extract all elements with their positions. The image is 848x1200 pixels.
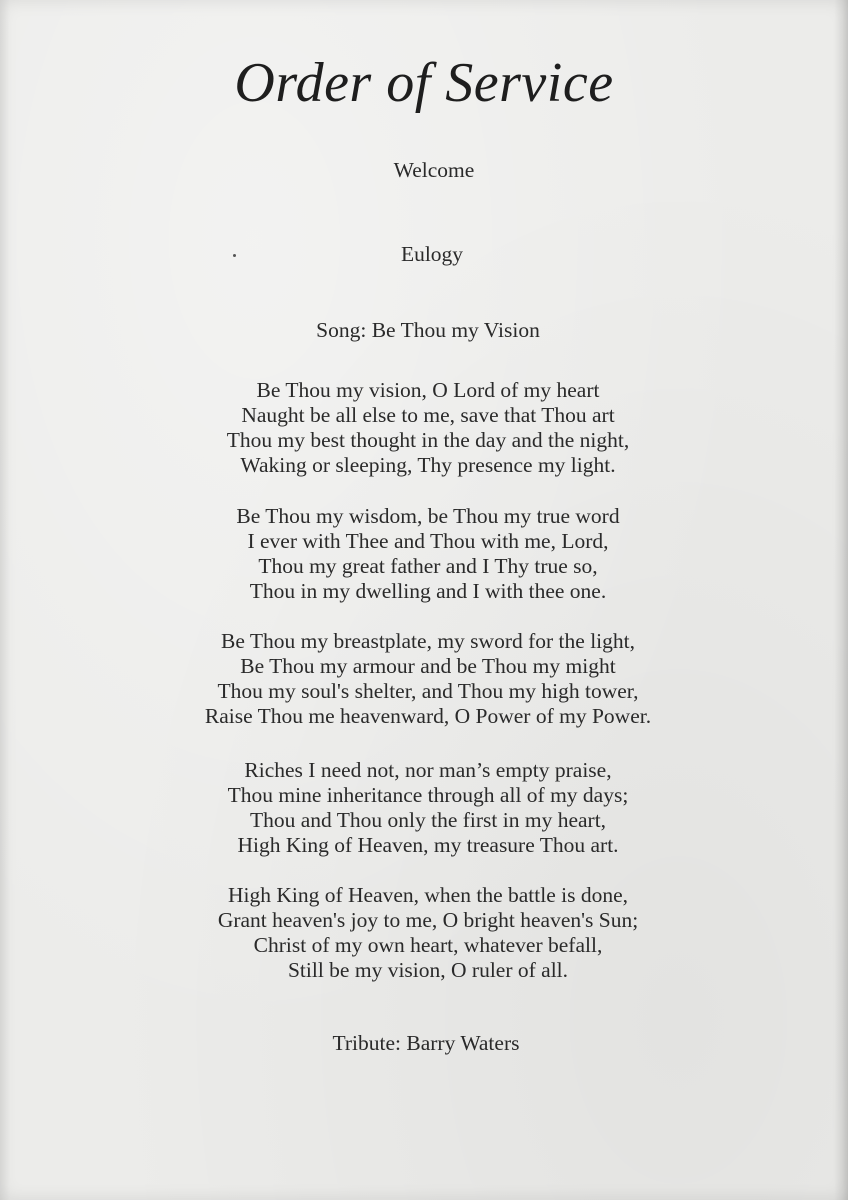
verse-line: High King of Heaven, when the battle is done, xyxy=(227,883,629,907)
verse-line: Thou my best thought in the day and the night, xyxy=(226,428,630,452)
verse-line: Thou in my dwelling and I with thee one. xyxy=(249,579,607,603)
hymn-verse-5 xyxy=(4,883,848,983)
verse-line: Thou mine inheritance through all of my days; xyxy=(227,783,629,807)
service-item-eulogy: Eulogy xyxy=(400,242,464,266)
hymn-verse-4 xyxy=(4,758,848,858)
hymn-verse-2 xyxy=(4,504,848,604)
verse-line: Riches I need not, nor man’s empty praise, xyxy=(244,758,612,782)
verse-line: Be Thou my vision, O Lord of my heart xyxy=(256,378,600,402)
page-title: Order of Service xyxy=(234,52,614,114)
verse-line: Be Thou my breastplate, my sword for the light, xyxy=(220,629,635,653)
verse-line: Be Thou my wisdom, be Thou my true word xyxy=(236,504,620,528)
verse-line: Thou my soul's shelter, and Thou my high tower, xyxy=(217,679,639,703)
verse-line: Christ of my own heart, whatever befall, xyxy=(253,933,603,957)
verse-line: Still be my vision, O ruler of all. xyxy=(287,958,569,982)
verse-line: Naught be all else to me, save that Thou art xyxy=(241,403,615,427)
service-item-song: Song: Be Thou my Vision xyxy=(316,318,540,342)
verse-line: High King of Heaven, my treasure Thou art. xyxy=(237,833,619,857)
verse-line: Grant heaven's joy to me, O bright heaven's Sun; xyxy=(217,908,639,932)
service-item-welcome: Welcome xyxy=(393,158,475,182)
verse-line: Raise Thou me heavenward, O Power of my Power. xyxy=(204,704,652,728)
hymn-verse-1 xyxy=(4,378,848,478)
verse-line: Be Thou my armour and be Thou my might xyxy=(240,654,616,678)
verse-line: I ever with Thee and Thou with me, Lord, xyxy=(247,529,609,553)
verse-line: Waking or sleeping, Thy presence my light. xyxy=(240,453,616,477)
verse-line: Thou and Thou only the first in my heart, xyxy=(249,808,607,832)
service-item-tribute: Tribute: Barry Waters xyxy=(332,1031,520,1055)
hymn-verse-3 xyxy=(4,629,848,729)
verse-line: Thou my great father and I Thy true so, xyxy=(258,554,598,578)
